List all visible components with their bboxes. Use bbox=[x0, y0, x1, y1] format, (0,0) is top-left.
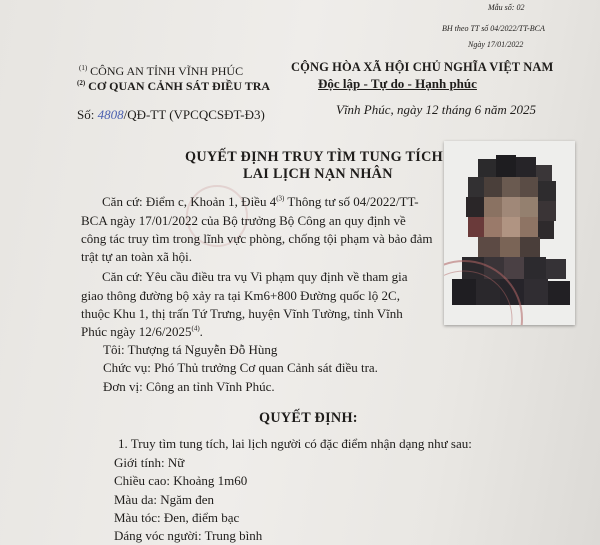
document-title-line2: LAI LỊCH NẠN NHÂN bbox=[243, 166, 393, 182]
feature-height: Chiều cao: Khoảng 1m60 bbox=[114, 473, 248, 488]
signer-name: Tôi: Thượng tá Nguyễn Đỗ Hùng bbox=[103, 342, 278, 357]
issue-date: Vĩnh Phúc, ngày 12 tháng 6 năm 2025 bbox=[336, 102, 537, 117]
national-motto: Độc lập - Tự do - Hạnh phúc bbox=[318, 76, 477, 91]
basis1-line2: BCA ngày 17/01/2022 của Bộ trưởng Bộ Công an quy định về bbox=[81, 213, 406, 228]
basis1-line4: trật tự an toàn xã hội. bbox=[81, 249, 193, 264]
agency-parent-name: CÔNG AN TỈNH VĨNH PHÚC bbox=[90, 64, 244, 78]
basis1-text-a: Căn cứ: Điểm c, Khoản 1, Điều 4 bbox=[102, 194, 277, 209]
footnote-3: (3) bbox=[276, 194, 285, 203]
basis2-text-a: Phúc ngày 12/6/2025 bbox=[81, 324, 192, 339]
decision-item-1: 1. Truy tìm tung tích, lai lịch người có đặc điểm nhận dạng như sau: bbox=[118, 436, 472, 451]
note-marker-2: (2) bbox=[77, 79, 86, 87]
agency-parent bbox=[79, 64, 243, 79]
signer-unit: Đơn vị: Công an tỉnh Vĩnh Phúc. bbox=[103, 379, 275, 394]
note-marker-1: (1) bbox=[79, 64, 88, 72]
feature-hair: Màu tóc: Đen, điểm bạc bbox=[114, 510, 240, 525]
basis1-line3: công tác truy tìm trong lĩnh vực phòng, chống tội phạm và bảo đảm bbox=[81, 231, 433, 246]
signer-position: Chức vụ: Phó Thủ trưởng Cơ quan Cảnh sát điều tra. bbox=[103, 360, 378, 375]
basis2-line4 bbox=[81, 324, 203, 340]
basis2-line3: thuộc Khu 1, thị trấn Tứ Trưng, huyện Vĩnh Tường, tỉnh Vĩnh bbox=[81, 306, 403, 321]
document-number bbox=[77, 107, 265, 123]
victim-photo bbox=[444, 141, 575, 325]
feature-skin: Màu da: Ngăm đen bbox=[114, 492, 215, 507]
form-legal-basis: BH theo TT số 04/2022/TT-BCA bbox=[442, 24, 545, 33]
form-date: Ngày 17/01/2022 bbox=[468, 40, 524, 49]
document-title-line1: QUYẾT ĐỊNH TRUY TÌM TUNG TÍCH bbox=[185, 149, 443, 165]
doc-number-prefix: Số: bbox=[77, 107, 98, 122]
basis2-line2: giao thông đường bộ xảy ra tại Km6+800 Đường quốc lộ 2C, bbox=[81, 288, 400, 303]
agency-name-text: CƠ QUAN CẢNH SÁT ĐIỀU TRA bbox=[88, 79, 271, 93]
footnote-4: (4) bbox=[191, 324, 200, 333]
form-number: Mẫu số: 02 bbox=[488, 3, 525, 12]
basis2-text-b: . bbox=[199, 324, 203, 339]
pixelated-face-image bbox=[444, 141, 575, 325]
decision-heading: QUYẾT ĐỊNH: bbox=[259, 410, 358, 426]
feature-gender: Giới tính: Nữ bbox=[114, 455, 185, 470]
feature-build: Dáng vóc người: Trung bình bbox=[114, 528, 263, 543]
national-title: CỘNG HÒA XÃ HỘI CHỦ NGHĨA VIỆT NAM bbox=[291, 60, 554, 74]
basis1-text-b: Thông tư số 04/2022/TT- bbox=[284, 194, 419, 209]
agency-name bbox=[77, 79, 270, 94]
doc-number-suffix: /QĐ-TT (VPCQCSĐT-Đ3) bbox=[123, 107, 265, 122]
handwritten-number: 4808 bbox=[97, 107, 124, 122]
basis1-line1 bbox=[102, 194, 419, 210]
basis2-line1: Căn cứ: Yêu cầu điều tra vụ Vi phạm quy định về tham gia bbox=[102, 269, 408, 284]
